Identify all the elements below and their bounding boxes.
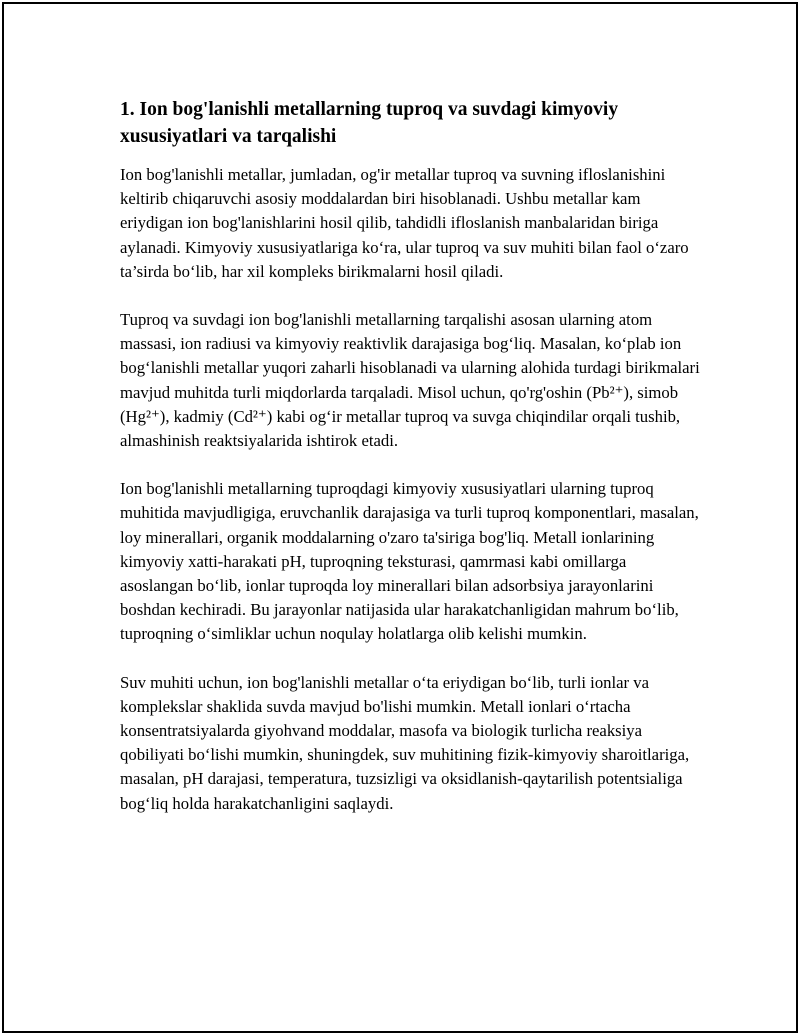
paragraph-4: Suv muhiti uchun, ion bog'lanishli metallar o‘ta eriydigan bo‘lib, turli ionlar va komplekslar shaklida suvda mavjud bo'lishi mumkin. Metall ionlari o‘rtacha konsentratsiyalarda giyohvand moddalar, masofa va biologik turlicha reaksiya qobiliyati bo‘lishi mumkin, shuningdek, suv muhitining fizik-kimyoviy sharoitlariga, masalan, pH darajasi, temperatura, tuzsizligi va oksidlanish-qaytarilish potentsialiga bog‘liq holda harakatchanligini saqlaydi. xyxy=(120,672,690,813)
paragraph-3: Ion bog'lanishli metallarning tuproqdagi kimyoviy xususiyatlari ularning tuproq muhitida mavjudligiga, eruvchanlik darajasiga va turli tuproq komponentlari, masalan, loy minerallari, organik moddalarning o'zaro ta'siriga bog'liq. Metall ionlarining kimyoviy xatti-harakati pH, tuproqning teksturasi, qamrmasi kabi omillarga asoslangan bo‘lib, ionlar tuproqda loy minerallari bilan adsorbsiya jarayonlarini boshdan kechiradi. Bu jarayonlar natijasida ular harakatchanligidan mahrum bo‘lib, tuproqning o‘simliklar uchun noqulay holatlarga olib kelishi mumkin. xyxy=(120,479,699,644)
section-heading: 1. Ion bog'lanishli metallarning tuproq va suvdagi kimyoviy xususiyatlari va tarqalishi xyxy=(120,99,619,147)
paragraph-1: Ion bog'lanishli metallar, jumladan, og'ir metallar tuproq va suvning ifloslanishini keltirib chiqaruvchi asosiy moddalardan biri hisoblanadi. Ushbu metallar kam eriydigan ion bog'lanishlarini hosil qilib, tahdidli ifloslanish manbalaridan biriga aylanadi. Kimyoviy xususiyatlariga ko‘ra, ular tuproq va suv muhiti bilan faol o‘zaro ta’sirda bo‘lib, har xil kompleks birikmalarni hosil qiladi. xyxy=(120,165,689,281)
document-page xyxy=(2,2,798,1033)
document-content xyxy=(120,96,700,840)
paragraph-2: Tuproq va suvdagi ion bog'lanishli metallarning tarqalishi asosan ularning atom massasi, ion radiusi va kimyoviy reaktivlik darajasiga bog‘liq. Masalan, ko‘plab ion bog‘lanishli metallar yuqori zaharli hisoblanadi va ularning alohida turdagi birikmalari mavjud muhitda turli miqdorlarda tarqaladi. Misol uchun, qo'rg'oshin (Pb²⁺), simob (Hg²⁺), kadmiy (Cd²⁺) kabi og‘ir metallar tuproq va suvga chiqindilar orqali tushib, almashinish reaktsiyalarida ishtirok etadi. xyxy=(120,310,700,451)
